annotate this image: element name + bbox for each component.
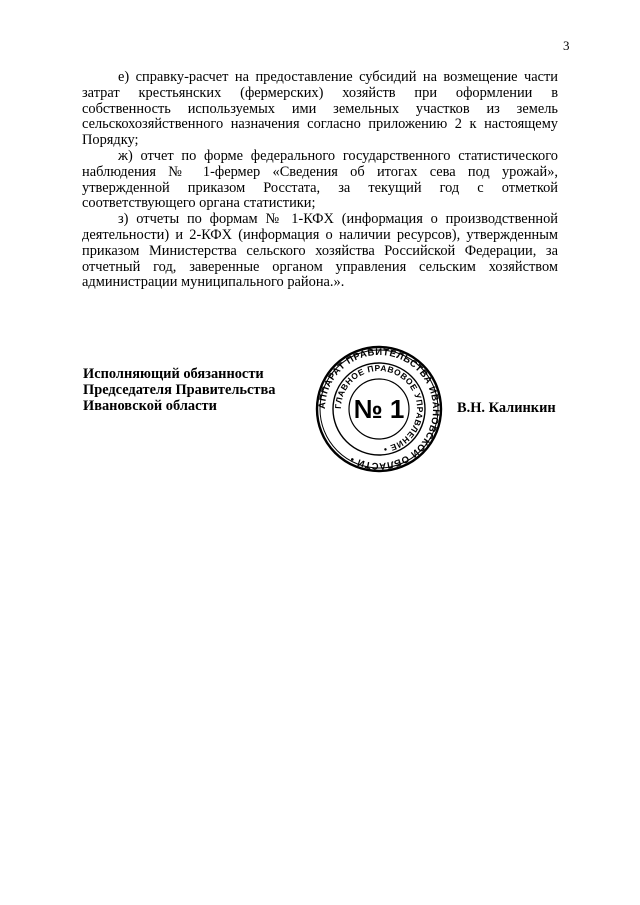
seal-outer-text: АППАРАТ ПРАВИТЕЛЬСТВА ИВАНОВСКОЙ ОБЛАСТИ •: [316, 346, 442, 472]
signatory-title-line: Исполняющий обязанности: [83, 366, 264, 382]
paragraph-e: е) справку-расчет на предоставление субсидий на возмещение части затрат крестьянских (фермерских) хозяйств при оформлении в собственность используемых ими земельных участков из земель сельскохозяйственного назначения согласно приложению 2 к настоящему Порядку;: [82, 69, 558, 149]
signatory-title-line: Председателя Правительства: [83, 382, 276, 398]
page-number: 3: [563, 38, 570, 53]
body-text: [82, 70, 558, 291]
signatory-title-line: Ивановской области: [83, 398, 217, 414]
signatory-title: [83, 366, 313, 414]
seal-inner-text: ГЛАВНОЕ ПРАВОВОЕ УПРАВЛЕНИЕ •: [332, 362, 426, 455]
paragraph-z: з) отчеты по формам № 1-КФХ (информация о производственной деятельности) и 2-КФХ (информация о наличии ресурсов), утвержденным приказом Министерства сельского хозяйства Российской Федерации, за отчетный год, заверенные органом управления сельским хозяйством администрации муниципального района.».: [82, 211, 558, 291]
seal-center-text: № 1: [353, 394, 405, 424]
signatory-name: В.Н. Калинкин: [457, 400, 556, 416]
official-seal-stamp: [313, 345, 445, 473]
paragraph-zh: ж) отчет по форме федерального государственного статистического наблюдения № 1-фермер «Сведения об итогах сева под урожай», утвержденной приказом Росстата, за текущий год с отметкой соответствующего органа статистики;: [82, 147, 558, 212]
